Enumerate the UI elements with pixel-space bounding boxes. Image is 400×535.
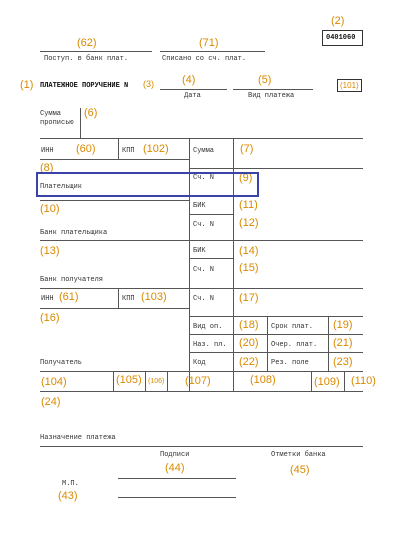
res-field-label: Рез. поле <box>271 359 309 367</box>
bank-marks-label: Отметки банка <box>271 451 326 459</box>
pay-order-label: Очер. плат. <box>271 341 318 349</box>
row-line-bik-2 <box>189 258 233 259</box>
field-number-12: (12) <box>239 217 259 229</box>
field-number-71: (71) <box>199 37 219 49</box>
field-number-14: (14) <box>239 245 259 257</box>
field-number-45: (45) <box>290 464 310 476</box>
form-code: 0401060 <box>326 34 356 42</box>
field-number-10: (10) <box>40 203 60 215</box>
field-number-22: (22) <box>239 356 259 368</box>
amount-words-label-2: прописью <box>40 119 74 127</box>
sum-label: Сумма <box>193 147 215 155</box>
field-number-1: (1) <box>20 79 34 91</box>
row-line-inn <box>40 159 189 160</box>
inn-kpp-divider <box>118 139 119 159</box>
tax-divider-5 <box>344 371 345 391</box>
tax-divider-4 <box>311 371 312 391</box>
field-number-6: (6) <box>84 107 98 119</box>
field-number-61: (61) <box>59 291 79 303</box>
field-number-44: (44) <box>165 462 185 474</box>
service-divider <box>267 316 268 371</box>
tax-divider-2 <box>145 371 146 391</box>
pay-term-label: Срок плат. <box>271 323 314 331</box>
signature-line-1 <box>118 478 236 479</box>
field-number-4: (4) <box>182 74 196 86</box>
field-number-11: (11) <box>239 199 258 211</box>
field-number-5: (5) <box>258 74 272 86</box>
payee-label: Получатель <box>40 359 83 367</box>
field-number-109: (109) <box>314 376 340 388</box>
row-line-service-top <box>189 316 363 317</box>
service-divider-2 <box>328 316 329 371</box>
field-number-8: (8) <box>40 162 54 174</box>
payee-inn-label: ИНН <box>41 295 54 303</box>
row-line-payee-bank <box>40 288 363 289</box>
signature-line-2 <box>118 497 236 498</box>
row-line-payer <box>40 200 189 201</box>
field-number-102: (102) <box>143 143 169 155</box>
received-line <box>40 51 152 52</box>
inn-label: ИНН <box>41 147 54 155</box>
debited-label: Списано со сч. плат. <box>162 55 247 63</box>
payee-bik-label: БИК <box>193 247 206 255</box>
payee-bank-label: Банк получателя <box>40 276 104 284</box>
field-number-60: (60) <box>76 143 96 155</box>
payer-bank-label: Банк плательщика <box>40 229 108 237</box>
amount-words-label-1: Сумма <box>40 110 62 118</box>
row-line-payee-inn <box>40 308 189 309</box>
payer-bank-account-label: Сч. N <box>193 221 215 229</box>
box-101 <box>337 79 362 92</box>
field-number-101: (101) <box>340 81 359 90</box>
field-number-43: (43) <box>58 490 78 502</box>
stamp-label: М.П. <box>62 480 79 488</box>
field-number-105: (105) <box>116 374 142 386</box>
tax-divider-3 <box>167 371 168 391</box>
row-line-payee <box>40 371 363 372</box>
row-line-service-2 <box>189 352 363 353</box>
row-line-bik-1 <box>189 214 233 215</box>
op-type-label: Вид оп. <box>193 323 223 331</box>
field-number-24: (24) <box>41 396 61 408</box>
purpose-label: Назначение платежа <box>40 434 116 442</box>
payer-label: Плательщик <box>40 183 83 191</box>
row-line-sum <box>189 168 363 169</box>
received-label: Поступ. в банк плат. <box>44 55 129 63</box>
tax-divider-1 <box>113 371 114 391</box>
form-code-box <box>322 30 363 46</box>
payer-bik-label: БИК <box>193 202 206 210</box>
field-number-16: (16) <box>40 312 60 324</box>
field-number-3: (3) <box>143 79 154 89</box>
row-line-service-1 <box>189 334 363 335</box>
field-number-13: (13) <box>40 245 60 257</box>
kpp-label: КПП <box>122 147 135 155</box>
row-line-tax <box>40 391 363 392</box>
date-line <box>160 89 227 90</box>
field-number-9: (9) <box>239 172 253 184</box>
row-line-purpose <box>40 446 363 447</box>
payment-type-line <box>233 89 313 90</box>
field-number-20: (20) <box>239 337 259 349</box>
pay-purpose-label: Наз. пл. <box>193 341 227 349</box>
row-line-amount <box>40 138 363 139</box>
payee-bank-account-label: Сч. N <box>193 266 215 274</box>
field-number-7: (7) <box>240 143 254 155</box>
payer-highlight-box <box>36 172 259 197</box>
payee-kpp-label: КПП <box>122 295 135 303</box>
field-number-108: (108) <box>250 374 276 386</box>
amount-words-divider <box>80 108 81 138</box>
field-number-18: (18) <box>239 319 259 331</box>
date-label: Дата <box>184 92 201 100</box>
field-number-110: (110) <box>351 375 376 387</box>
signatures-label: Подписи <box>160 451 190 459</box>
field-number-19: (19) <box>333 319 353 331</box>
document-title: ПЛАТЕЖНОЕ ПОРУЧЕНИЕ N <box>40 82 129 90</box>
payment-type-label: Вид платежа <box>248 92 295 100</box>
field-number-106: (106) <box>148 378 165 385</box>
field-number-104: (104) <box>41 376 67 388</box>
field-number-62: (62) <box>77 37 97 49</box>
field-number-2: (2) <box>331 15 345 27</box>
field-number-17: (17) <box>239 292 259 304</box>
field-number-23: (23) <box>333 356 353 368</box>
field-number-21: (21) <box>333 337 353 349</box>
field-number-103: (103) <box>141 291 167 303</box>
row-line-payer-bank <box>40 240 363 241</box>
field-number-15: (15) <box>239 262 259 274</box>
debited-line <box>160 51 265 52</box>
payee-account-label: Сч. N <box>193 295 215 303</box>
field-number-107: (107) <box>185 375 211 387</box>
payee-inn-kpp-divider <box>118 288 119 308</box>
code-label: Код <box>193 359 206 367</box>
payer-account-label: Сч. N <box>193 174 215 182</box>
